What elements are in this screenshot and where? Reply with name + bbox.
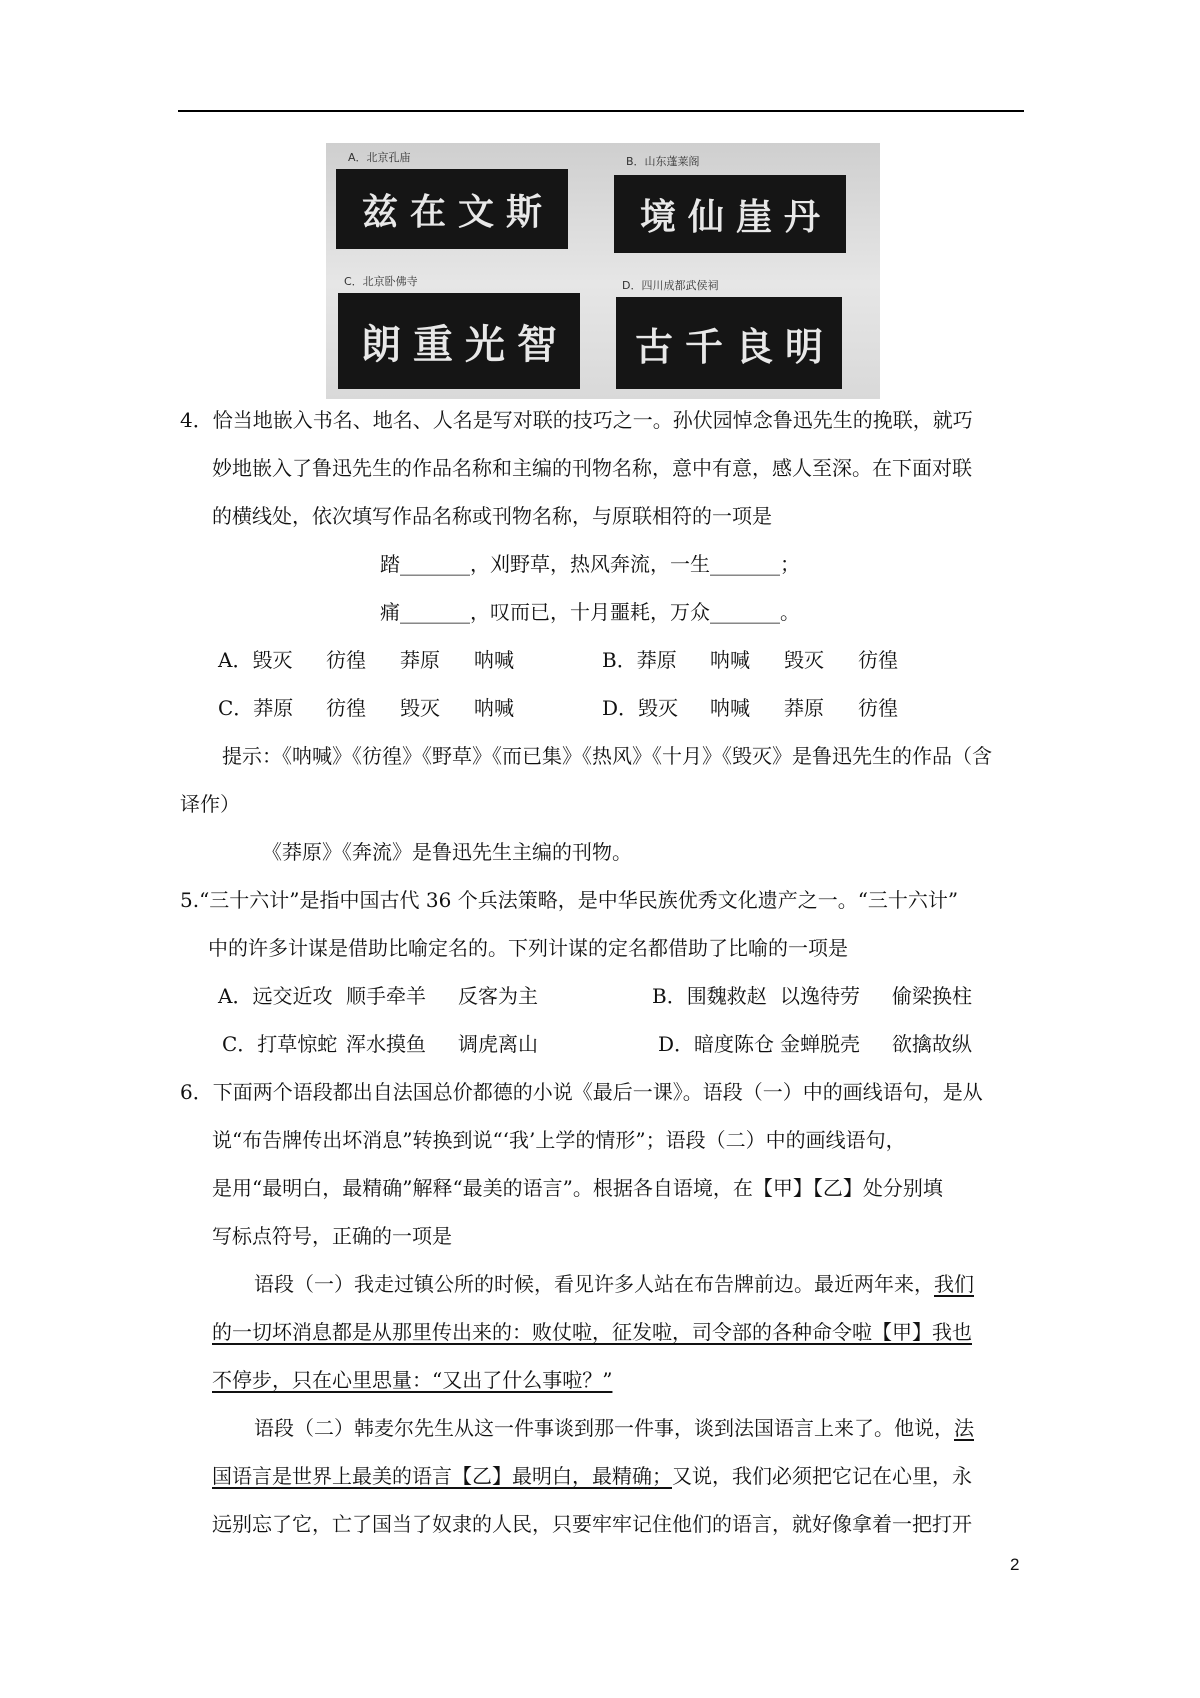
q5-option-c [222, 1030, 538, 1058]
q6-passage-1-line-2: 的一切坏消息都是从那里传出来的：败仗啦，征发啦，司令部的各种命令啦【甲】我也 [212, 1320, 972, 1344]
q4-line-2: 妙地嵌入了鲁迅先生的作品名称和主编的刊物名称，意中有意，感人至深。在下面对联 [212, 456, 972, 480]
plaque-b-caption: B．山东蓬莱阁 [626, 155, 700, 168]
q4-hint-1: 提示：《呐喊》《彷徨》《野草》《而已集》《热风》《十月》《毁灭》是鲁迅先生的作品（含 [222, 744, 992, 768]
q5-option-c-1: C．打草惊蛇 [222, 1032, 338, 1056]
q5-option-b-3: 偷梁换柱 [892, 984, 972, 1008]
q6-passage-2-line-1 [254, 1414, 974, 1442]
q6-p2-underlined-start: 法 [954, 1416, 974, 1440]
q4-option-d-3: 莽原 [784, 696, 824, 720]
q4-option-b-3: 毁灭 [784, 648, 824, 672]
q4-option-c-3: 毁灭 [400, 696, 440, 720]
q6-p2-text: 语段（二）韩麦尔先生从这一件事谈到那一件事，谈到法国语言上来了。他说， [254, 1416, 954, 1440]
q5-option-b-1: B．围魏救赵 [652, 984, 767, 1008]
q4-option-a-4: 呐喊 [474, 648, 514, 672]
q6-line-3: 是用“最明白，最精确”解释“最美的语言”。根据各自语境，在【甲】【乙】处分别填 [212, 1176, 943, 1200]
plaque-a-caption: A．北京孔庙 [348, 151, 411, 164]
q4-option-c-1: C．莽原 [218, 696, 294, 720]
plaque-d [616, 297, 842, 389]
plaque-d-text: 明良千古 [634, 323, 835, 369]
q5-option-a [218, 982, 538, 1010]
q4-line-1: 4．恰当地嵌入书名、地名、人名是写对联的技巧之一。孙伏园悼念鲁迅先生的挽联，就巧 [180, 408, 973, 432]
q6-line-1: 6．下面两个语段都出自法国总价都德的小说《最后一课》。语段（一）中的画线语句，是从 [180, 1080, 983, 1104]
q5-option-d-1: D．暗度陈仓 [658, 1032, 775, 1056]
q4-hint-3: 《莽原》《奔流》是鲁迅先生主编的刊物。 [262, 840, 632, 864]
q5-option-c-3: 调虎离山 [458, 1032, 538, 1056]
q5-option-d-2: 金蝉脱壳 [780, 1032, 860, 1056]
q4-line-3: 的横线处，依次填写作品名称或刊物名称，与原联相符的一项是 [212, 504, 772, 528]
q5-option-c-2: 浑水摸鱼 [346, 1032, 426, 1056]
q4-option-d-4: 彷徨 [858, 696, 898, 720]
q6-passage-1-line-3: 不停步，只在心里思量：“又出了什么事啦？” [212, 1368, 613, 1392]
plaque-c-caption: C．北京卧佛寺 [344, 275, 418, 288]
q5-option-a-2: 顺手牵羊 [346, 984, 426, 1008]
q5-option-b-2: 以逸待劳 [780, 984, 860, 1008]
plaque-c [338, 293, 580, 389]
q5-option-a-1: A．远交近攻 [218, 984, 333, 1008]
q6-passage-2-line-2 [212, 1462, 972, 1490]
q4-option-c-4: 呐喊 [474, 696, 514, 720]
plaque-a-text: 斯文在兹 [361, 190, 554, 233]
plaque-a [336, 169, 568, 249]
q4-option-a-3: 莽原 [400, 648, 440, 672]
page-number: 2 [1010, 1555, 1020, 1574]
q6-p1-text: 语段（一）我走过镇公所的时候，看见许多人站在布告牌前边。最近两年来， [254, 1272, 934, 1296]
q6-p1-underlined-start: 我们 [934, 1272, 974, 1296]
q4-option-b-1: B．莽原 [602, 648, 677, 672]
q5-option-a-3: 反客为主 [458, 984, 538, 1008]
q6-p2-underlined: 国语言是世界上最美的语言【乙】最明白，最精确； [212, 1464, 672, 1488]
q4-hint-2: 译作） [180, 792, 240, 816]
q5-line-2: 中的许多计谋是借助比喻定名的。下列计谋的定名都借助了比喻的一项是 [208, 936, 848, 960]
q6-passage-2-line-3: 远别忘了它，亡了国当了奴隶的人民，只要牢牢记住他们的语言，就好像拿着一把打开 [212, 1512, 972, 1536]
q6-line-2: 说“布告牌传出坏消息”转换到说“‘我’上学的情形”；语段（二）中的画线语句， [212, 1128, 906, 1152]
q4-option-c [218, 694, 514, 722]
q6-passage-1-line-1 [254, 1270, 974, 1298]
plaque-d-caption: D．四川成都武侯祠 [622, 279, 719, 292]
q5-option-d [658, 1030, 972, 1058]
plaque-b [614, 175, 846, 253]
q4-option-c-2: 彷徨 [326, 696, 366, 720]
plaque-b-text: 丹崖仙境 [639, 195, 832, 238]
q4-option-a-1: A．毁灭 [218, 648, 293, 672]
q5-line-1: 5.“三十六计”是指中国古代 36 个兵法策略，是中华民族优秀文化遗产之一。“三十六计” [180, 888, 959, 912]
q4-option-b [602, 646, 898, 674]
q4-option-d-2: 呐喊 [710, 696, 750, 720]
q4-option-b-2: 呐喊 [710, 648, 750, 672]
q6-p2-rest: 又说，我们必须把它记在心里，永 [672, 1464, 972, 1488]
q4-option-a [218, 646, 514, 674]
q5-option-d-3: 欲擒故纵 [892, 1032, 972, 1056]
plaques-photo [326, 143, 880, 399]
header-rule [178, 110, 1024, 112]
q4-couplet-1: 踏_______，刈野草，热风奔流，一生_______； [380, 552, 800, 576]
q5-option-b [652, 982, 972, 1010]
q4-option-b-4: 彷徨 [858, 648, 898, 672]
q4-option-d-1: D．毁灭 [602, 696, 679, 720]
plaque-c-text: 智光重朗 [361, 320, 569, 368]
q4-option-d [602, 694, 898, 722]
q6-line-4: 写标点符号，正确的一项是 [212, 1224, 452, 1248]
q4-couplet-2: 痛_______，叹而已，十月噩耗，万众_______。 [380, 600, 800, 624]
q4-option-a-2: 彷徨 [326, 648, 366, 672]
